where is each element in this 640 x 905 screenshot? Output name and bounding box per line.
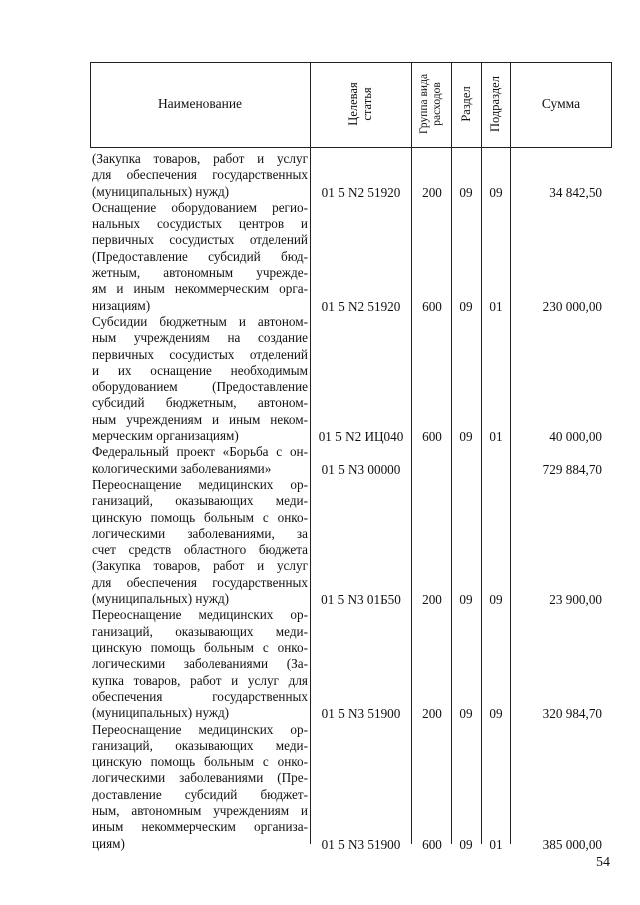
row-sum: 23 900,00 [549,592,602,608]
header-group [418,74,444,134]
row-name-line: ганизаций, оказывающих меди- [92,493,308,509]
row-name-line: Субсидии бюджетным и автоном- [92,314,308,329]
row-name-line: и их оснащение необходимым [92,362,308,378]
row-subsection: 01 [489,429,503,445]
table-right-border [611,62,612,148]
row-name-line: первичных сосудистых отделений [92,346,308,362]
row-name [92,722,308,852]
row-section: 09 [459,592,473,608]
row-name [92,200,308,314]
row-name-line: Федеральный проект «Борьба с он- [92,444,308,460]
row-name-line: (муниципальных) нужд) [92,591,230,607]
row-section: 09 [459,836,473,852]
table-left-border [90,62,91,148]
row-name-line: (Закупка товаров, работ и услуг [92,151,308,166]
row-name-line: (муниципальных) нужд) [92,705,230,721]
row-section: 09 [459,429,473,445]
row-sum: 385 000,00 [542,836,602,852]
row-name-line: логическими заболеваниями (За- [92,656,308,672]
row-name-line: первичных сосудистых отделений [92,232,308,248]
row-code: 01 5 N2 ИЦ040 [318,429,404,445]
row-subsection: 01 [489,836,503,852]
row-section: 09 [459,184,473,200]
row-subsection: 09 [489,592,503,608]
row-name-line: ным учреждениям и иным неком- [92,411,308,427]
row-name-line: цинскую помощь больным с онко- [92,509,308,525]
row-name [92,607,308,721]
row-group: 200 [422,706,442,722]
row-subsection: 09 [489,706,503,722]
row-name [92,444,308,477]
table-top-border [90,62,612,63]
table-header-bottom-border [90,147,612,148]
row-name [92,477,308,607]
row-name-line: жетным, автономным учрежде- [92,265,308,281]
row-name-line: цинскую помощь больным с онко- [92,639,308,655]
row-name-line: ганизаций, оказывающих меди- [92,737,308,753]
row-name-line: низациям) [92,297,151,313]
row-group: 200 [422,592,442,608]
col-divider-1 [310,62,311,844]
header-group-line-2: расходов [431,82,443,126]
row-name-line: субсидий бюджетным, автоном- [92,395,308,411]
row-name-line: кологическими заболеваниями» [92,460,272,476]
col-divider-2 [411,62,412,844]
row-name-line: мерческим организациям) [92,428,239,444]
row-name-line: ным, автономным учреждениям и [92,802,308,818]
header-code-line-1: Целевая [346,82,360,126]
row-name-line: для обеспечения государственных [92,167,308,183]
row-name-line: обеспечения государственных [92,688,308,704]
row-code: 01 5 N3 00000 [321,461,401,477]
row-sum: 320 984,70 [542,706,602,722]
row-name-line: ганизаций, оказывающих меди- [92,623,308,639]
col-divider-3 [451,62,452,844]
row-name-line: купка товаров, работ и услуг для [92,672,308,688]
row-name-line: иным некоммерческим организа- [92,819,308,835]
row-group: 200 [422,184,442,200]
row-group: 600 [422,429,442,445]
row-section: 09 [459,706,473,722]
row-code: 01 5 N2 51920 [321,298,401,314]
row-sum: 34 842,50 [549,184,602,200]
col-divider-5 [510,62,511,844]
row-name-line: для обеспечения государственных [92,574,308,590]
row-name-line: (Предоставление субсидий бюд- [92,248,308,264]
row-name-line: оборудованием (Предоставление [92,379,308,395]
row-code: 01 5 N3 01Б50 [321,592,401,608]
header-sum: Сумма [541,96,581,111]
row-sum: 729 884,70 [542,461,602,477]
row-section: 09 [459,298,473,314]
row-code: 01 5 N3 51900 [321,836,401,852]
row-subsection: 09 [489,184,503,200]
row-name [92,314,308,444]
row-name-line: (Закупка товаров, работ и услуг [92,558,308,574]
col-divider-4 [481,62,482,844]
row-name-line: ным учреждениям на создание [92,330,308,346]
row-name-line: Переоснащение медицинских ор- [92,721,308,737]
row-subsection: 01 [489,298,503,314]
header-name: Наименование [157,96,243,111]
row-name-line: логическими заболеваниями, за [92,525,308,541]
page-number: 54 [596,855,610,870]
row-code: 01 5 N2 51920 [321,184,401,200]
row-name-line: Переоснащение медицинских ор- [92,607,308,623]
row-group: 600 [422,836,442,852]
header-subsection: Подраздел [488,76,502,132]
header-group-line-1: Группа вида [418,73,430,135]
row-group: 600 [422,298,442,314]
row-name [92,151,308,200]
row-name-line: ям и иным некоммерческим орга- [92,281,308,297]
header-section: Раздел [459,86,473,122]
row-name-line: счет средств областного бюджета [92,542,308,558]
row-name-line: (муниципальных) нужд) [92,183,230,199]
row-name-line: Оснащение оборудованием регио- [92,199,308,215]
row-name-line: Переоснащение медицинских ор- [92,477,308,492]
row-sum: 230 000,00 [542,298,602,314]
row-name-line: цинскую помощь больным с онко- [92,754,308,770]
row-name-line: доставление субсидий бюджет- [92,786,308,802]
row-code: 01 5 N3 51900 [321,706,401,722]
row-sum: 40 000,00 [549,429,602,445]
header-code [346,82,374,125]
header-code-line-2: статья [360,87,374,121]
row-name-line: циям) [92,835,125,851]
row-name-line: логическими заболеваниями (Пре- [92,770,308,786]
row-name-line: нальных сосудистых центров и [92,216,308,232]
